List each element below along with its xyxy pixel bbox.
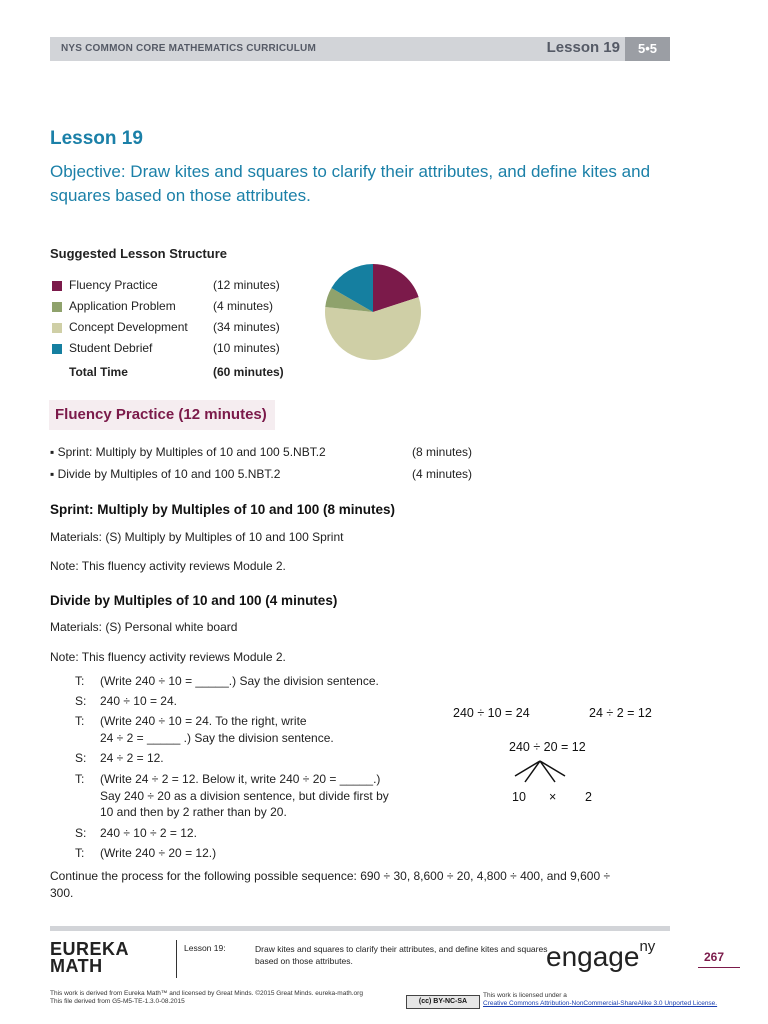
bullet-text: Sprint: Multiply by Multiples of 10 and 100 5.NBT.2 (57, 445, 326, 459)
dialogue-text: (Write 240 ÷ 10 = _____.) Say the division sentence. (100, 674, 379, 688)
dialogue-text: 240 ÷ 10 = 24. (100, 694, 177, 708)
dialogue-text: 24 ÷ 2 = 12. (100, 751, 164, 765)
speaker: T: (75, 674, 85, 688)
cc-license-badge[interactable]: (cc) BY-NC-SA (406, 995, 480, 1009)
structure-label: Fluency Practice (69, 278, 158, 292)
license-left-line: This file derived from G5-M5-TE-1.3.0-08.2015 (50, 998, 185, 1005)
footer-separator (176, 940, 177, 978)
structure-time: (34 minutes) (213, 320, 280, 334)
speaker: S: (75, 694, 87, 708)
logo-line-2: MATH (50, 956, 103, 976)
dialogue-text: (Write 240 ÷ 10 = 24. To the right, write (100, 714, 307, 728)
bullet-time: (4 minutes) (412, 467, 473, 481)
equation-3: 240 ÷ 20 = 12 (509, 740, 586, 754)
page-number-underline (698, 967, 740, 968)
structure-time: (12 minutes) (213, 278, 280, 292)
dialogue-text: (Write 240 ÷ 20 = 12.) (100, 846, 217, 860)
structure-heading: Suggested Lesson Structure (50, 246, 227, 261)
page-title: Lesson 19 (50, 128, 143, 149)
legend-swatch (52, 344, 62, 354)
structure-time: (4 minutes) (213, 299, 274, 313)
dialogue-text: (Write 24 ÷ 2 = 12. Below it, write 240 ÷ 20 = _____.) (100, 772, 381, 786)
license-right-line: This work is licensed under a (483, 992, 567, 999)
eureka-math-logo (50, 941, 129, 975)
fluency-bullet: ▪ Divide by Multiples of 10 and 100 5.NBT.2 (4 minutes) (50, 467, 473, 481)
dialogue-text: 240 ÷ 10 ÷ 2 = 12. (100, 826, 197, 840)
equation-2: 24 ÷ 2 = 12 (589, 706, 652, 720)
structure-label: Student Debrief (69, 341, 153, 355)
speaker: T: (75, 846, 85, 860)
structure-label: Concept Development (69, 320, 188, 334)
logo-line-1: EUREKA (50, 939, 130, 959)
license-right (483, 992, 717, 1008)
dialogue-text: 24 ÷ 2 = _____ .) Say the division sentence. (100, 731, 334, 745)
divide-materials: Materials: (S) Personal white board (50, 620, 238, 634)
speaker: T: (75, 714, 85, 728)
structure-time: (10 minutes) (213, 341, 280, 355)
total-label: Total Time (69, 365, 128, 379)
legend-swatch (52, 281, 62, 291)
header-lesson: Lesson 19 (546, 39, 620, 56)
divide-heading: Divide by Multiples of 10 and 100 (4 minutes) (50, 593, 338, 608)
branch-arrows (495, 758, 585, 788)
speaker: T: (75, 772, 85, 786)
times-sign: × (549, 790, 557, 804)
dialogue-text: Say 240 ÷ 20 as a division sentence, but divide first by (100, 789, 389, 803)
sprint-heading: Sprint: Multiply by Multiples of 10 and 100 (8 minutes) (50, 502, 396, 517)
license-link[interactable]: Creative Commons Attribution-NonCommercial-ShareAlike 3.0 Unported License. (483, 1000, 718, 1007)
license-left (50, 990, 410, 1006)
cc-badge-text: BY-NC-SA (433, 998, 468, 1005)
continue-text: Continue the process for the following possible sequence: 690 ÷ 30, 8,600 ÷ 20, 4,800 ÷ 400, and 9,600 ÷ 300. (50, 869, 611, 900)
page-number: 267 (704, 950, 725, 964)
license-left-line: This work is derived from Eureka Math™ and licensed by Great Minds. ©2015 Great Minds. eureka-math.org (50, 990, 363, 997)
structure-label: Application Problem (69, 299, 176, 313)
footer-objective: Draw kites and squares to clarify their attributes, and define kites and squares based on those attributes. (255, 944, 548, 966)
fluency-heading: Fluency Practice (12 minutes) (55, 406, 267, 423)
bullet-text: Divide by Multiples of 10 and 100 5.NBT.2 (57, 467, 281, 481)
footer-divider (50, 926, 670, 931)
dialogue-text: 10 and then by 2 rather than by 20. (100, 805, 287, 819)
fluency-heading-box (49, 400, 275, 430)
curriculum-label: NYS COMMON CORE MATHEMATICS CURRICULUM (61, 43, 316, 54)
legend-swatch (52, 323, 62, 333)
speaker: S: (75, 751, 87, 765)
objective: Objective: Draw kites and squares to clarify their attributes, and define kites and squares based on those attributes. (50, 162, 651, 205)
divide-note: Note: This fluency activity reviews Module 2. (50, 650, 286, 664)
header-bar (50, 37, 670, 61)
speaker: S: (75, 826, 87, 840)
fluency-bullet: ▪ Sprint: Multiply by Multiples of 10 and 100 5.NBT.2 (8 minutes) (50, 445, 473, 459)
ny-text: ny (639, 937, 656, 955)
footer-lesson: Lesson 19: (184, 943, 226, 953)
engage-text: engage (546, 941, 640, 972)
engageny-logo (546, 937, 656, 973)
bullet-time: (8 minutes) (412, 445, 473, 459)
total-time: (60 minutes) (213, 365, 284, 379)
sprint-note: Note: This fluency activity reviews Module 2. (50, 559, 286, 573)
lesson-structure-pie-chart (320, 258, 430, 368)
sprint-materials: Materials: (S) Multiply by Multiples of 10 and 100 Sprint (50, 530, 344, 544)
module-badge: 5•5 (625, 37, 670, 61)
factor-left: 10 (512, 790, 526, 804)
factor-right: 2 (585, 790, 592, 804)
equation-1: 240 ÷ 10 = 24 (453, 706, 530, 720)
legend-swatch (52, 302, 62, 312)
